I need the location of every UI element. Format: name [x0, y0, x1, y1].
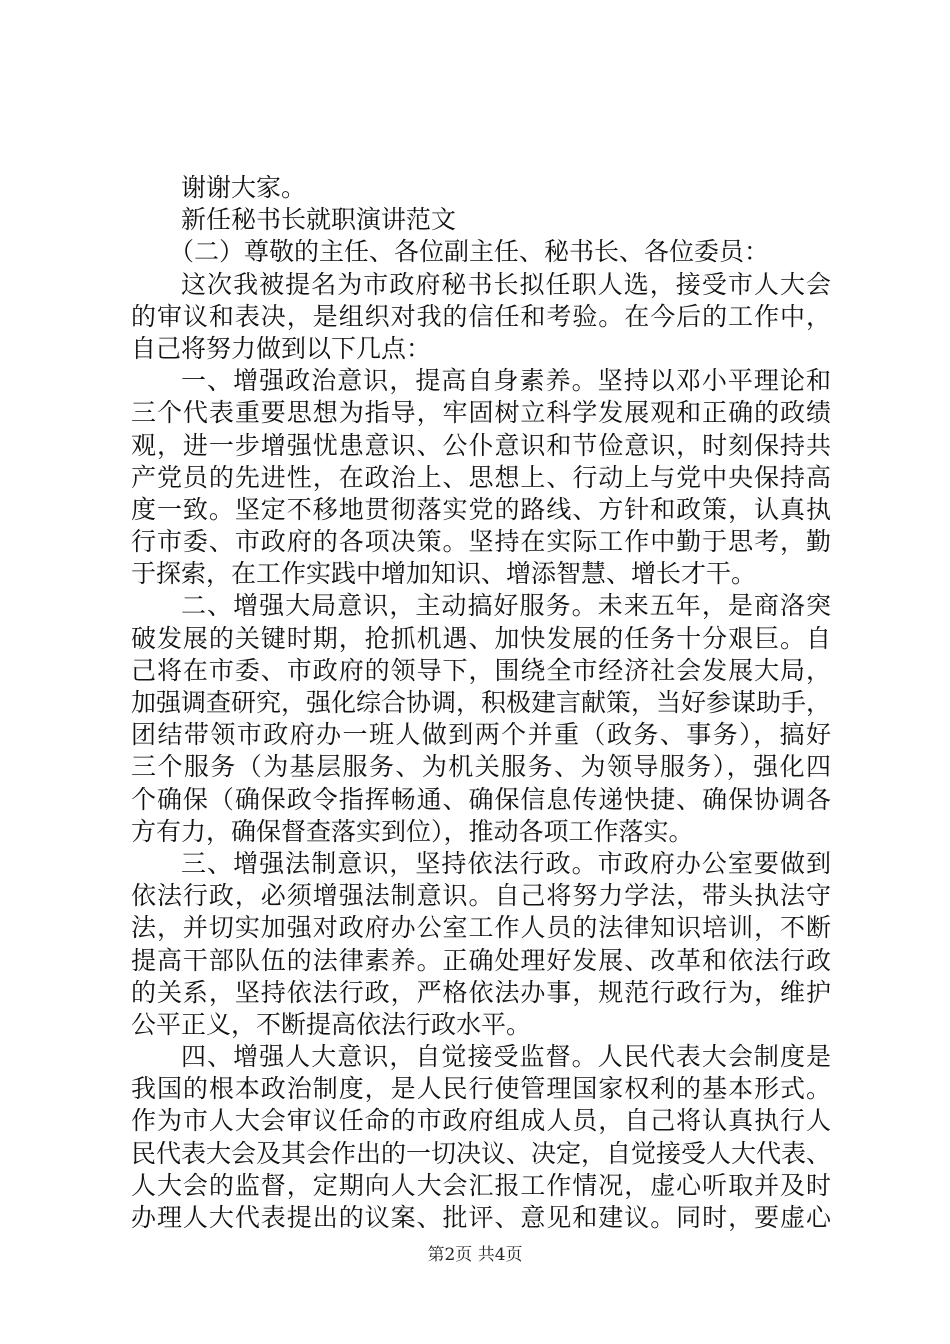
text-line: 团结带领市政府办一班人做到两个并重（政务、事务），搞好 [131, 720, 831, 750]
text-line: 公平正义，不断提高依法行政水平。 [131, 1009, 532, 1039]
text-line: 的审议和表决，是组织对我的信任和考验。在今后的工作中， [131, 301, 831, 331]
text-line: 一、增强政治意识，提高自身素养。坚持以邓小平理论和 [181, 366, 831, 396]
text-line: 己将在市委、市政府的领导下，围绕全市经济社会发展大局， [131, 655, 831, 685]
text-line: 产党员的先进性，在政治上、思想上、行动上与党中央保持高 [131, 462, 831, 492]
text-line: 二、增强大局意识，主动搞好服务。未来五年，是商洛突 [181, 591, 831, 621]
text-line: 行市委、市政府的各项决策。坚持在实际工作中勤于思考，勤 [131, 527, 831, 557]
page-number-footer: 第2页 共4页 [427, 1245, 523, 1265]
text-line: 依法行政，必须增强法制意识。自己将努力学法，带头执法守 [131, 881, 831, 911]
text-line: 办理人大代表提出的议案、批评、意见和建议。同时，要虚心 [131, 1203, 831, 1232]
text-line: 谢谢大家。 [181, 173, 307, 202]
text-line: 民代表大会及其会作出的一切决议、决定，自觉接受人大代表、 [131, 1138, 831, 1168]
text-line: 观，进一步增强忧患意识、公仆意识和节俭意识，时刻保持共 [131, 430, 831, 460]
text-line: 度一致。坚定不移地贯彻落实党的路线、方针和政策，认真执 [131, 494, 831, 524]
text-line: 作为市人大会审议任命的市政府组成人员，自己将认真执行人 [131, 1106, 831, 1136]
text-line: 提高干部队伍的法律素养。正确处理好发展、改革和依法行政 [131, 945, 831, 975]
text-line: 破发展的关键时期，抢抓机遇、加快发展的任务十分艰巨。自 [131, 623, 831, 653]
text-line: 三个服务（为基层服务、为机关服务、为领导服务），强化四 [131, 752, 831, 782]
text-line: 于探索，在工作实践中增加知识、增添智慧、增长才干。 [131, 559, 757, 589]
text-line: 法，并切实加强对政府办公室工作人员的法律知识培训，不断 [131, 913, 831, 943]
text-line: 三、增强法制意识，坚持依法行政。市政府办公室要做到 [181, 848, 831, 878]
text-line: 三个代表重要思想为指导，牢固树立科学发展观和正确的政绩 [131, 398, 831, 428]
text-line: 加强调查研究，强化综合协调，积极建言献策，当好参谋助手， [131, 688, 831, 717]
section-title: 新任秘书长就职演讲范文 [181, 205, 457, 235]
text-line: 的关系，坚持依法行政，严格依法办事，规范行政行为，维护 [131, 977, 831, 1007]
text-line: 个确保（确保政令指挥畅通、确保信息传递快捷、确保协调各 [131, 784, 831, 814]
text-line: 这次我被提名为市政府秘书长拟任职人选，接受市人大会 [181, 269, 831, 299]
document-body [131, 172, 831, 1234]
text-line: 方有力，确保督查落实到位），推动各项工作落实。 [131, 816, 694, 846]
text-line: 四、增强人大意识，自觉接受监督。人民代表大会制度是 [181, 1042, 831, 1072]
text-line: 人大会的监督，定期向人大会汇报工作情况，虚心听取并及时 [131, 1170, 831, 1200]
salutation: （二）尊敬的主任、各位副主任、秘书长、各位委员： [169, 237, 770, 267]
text-line: 自己将努力做到以下几点： [131, 333, 432, 363]
text-line: 我国的根本政治制度，是人民行使管理国家权利的基本形式。 [131, 1074, 831, 1104]
